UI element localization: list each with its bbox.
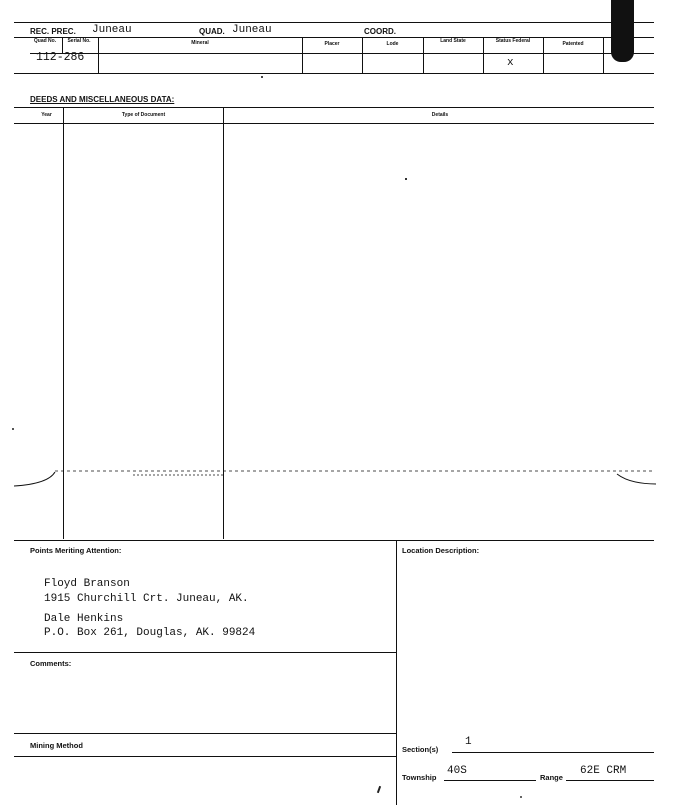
col-divider-placer <box>302 38 303 73</box>
township-value: 40S <box>447 765 467 777</box>
deeds-col-type: Type of Document <box>121 112 166 118</box>
col-divider-land-state <box>423 38 424 73</box>
comments-top-rule <box>14 652 396 653</box>
township-label: Township <box>402 773 437 782</box>
col-status-federal: Status Federal <box>495 38 531 44</box>
deeds-heading-rule <box>14 123 654 124</box>
col-divider-patented <box>543 38 544 73</box>
quad-value: Juneau <box>232 24 272 36</box>
col-divider-last <box>603 38 604 73</box>
col-land-state: Land State <box>440 38 466 44</box>
section-label: Section(s) <box>402 745 439 754</box>
deeds-top-rule <box>14 107 654 108</box>
range-label: Range <box>540 773 563 782</box>
rec-prec-value: Juneau <box>92 24 132 36</box>
col-serial-no: Serial No. <box>67 38 91 44</box>
range-value: 62E CRM <box>580 765 627 777</box>
deeds-col-year: Year <box>41 112 52 118</box>
rec-prec-label: REC. PREC. <box>30 27 76 36</box>
header-top-rule <box>14 22 654 23</box>
section-value: 1 <box>465 736 472 748</box>
points-label: Points Meriting Attention: <box>30 546 122 555</box>
range-field-line <box>566 780 654 781</box>
comments-label: Comments: <box>30 659 72 668</box>
mining-bottom-rule <box>14 756 396 757</box>
lower-center-divider <box>396 540 397 805</box>
points-line-2: 1915 Churchill Crt. Juneau, AK. <box>44 593 249 605</box>
mining-method-label: Mining Method <box>30 741 83 750</box>
township-field-line <box>444 780 536 781</box>
status-federal-mark: x <box>507 57 514 69</box>
quad-serial-value: 112-286 <box>36 51 85 64</box>
page-fold-lines <box>0 462 678 502</box>
col-placer: Placer <box>324 41 340 47</box>
col-divider-lode <box>362 38 363 73</box>
points-line-1: Floyd Branson <box>44 578 130 590</box>
mining-top-rule <box>14 733 396 734</box>
header-rule-3 <box>30 53 654 54</box>
col-lode: Lode <box>386 41 399 47</box>
section-field-line <box>452 752 654 753</box>
scan-mark <box>261 76 263 78</box>
scan-mark <box>405 178 407 180</box>
col-quad-no: Quad No. <box>33 38 57 44</box>
points-line-3: Dale Henkins <box>44 613 124 625</box>
deeds-col-details: Details <box>431 112 449 118</box>
header-rule-4 <box>14 73 654 74</box>
quad-label: QUAD. <box>199 27 225 36</box>
scan-mark <box>12 428 14 430</box>
dark-tab-marker <box>611 0 634 62</box>
col-divider-mineral <box>98 38 99 73</box>
col-mineral: Mineral <box>191 40 209 46</box>
deeds-title: DEEDS AND MISCELLANEOUS DATA: <box>30 95 175 104</box>
col-patented: Patented <box>562 41 584 47</box>
col-divider-status <box>483 38 484 73</box>
coord-label: COORD. <box>364 27 396 36</box>
scan-mark <box>520 796 522 798</box>
scan-mark <box>377 786 381 793</box>
deeds-bottom-rule <box>14 540 654 541</box>
header-rule-2 <box>14 37 654 38</box>
points-line-4: P.O. Box 261, Douglas, AK. 99824 <box>44 627 256 639</box>
location-label: Location Description: <box>402 546 480 555</box>
